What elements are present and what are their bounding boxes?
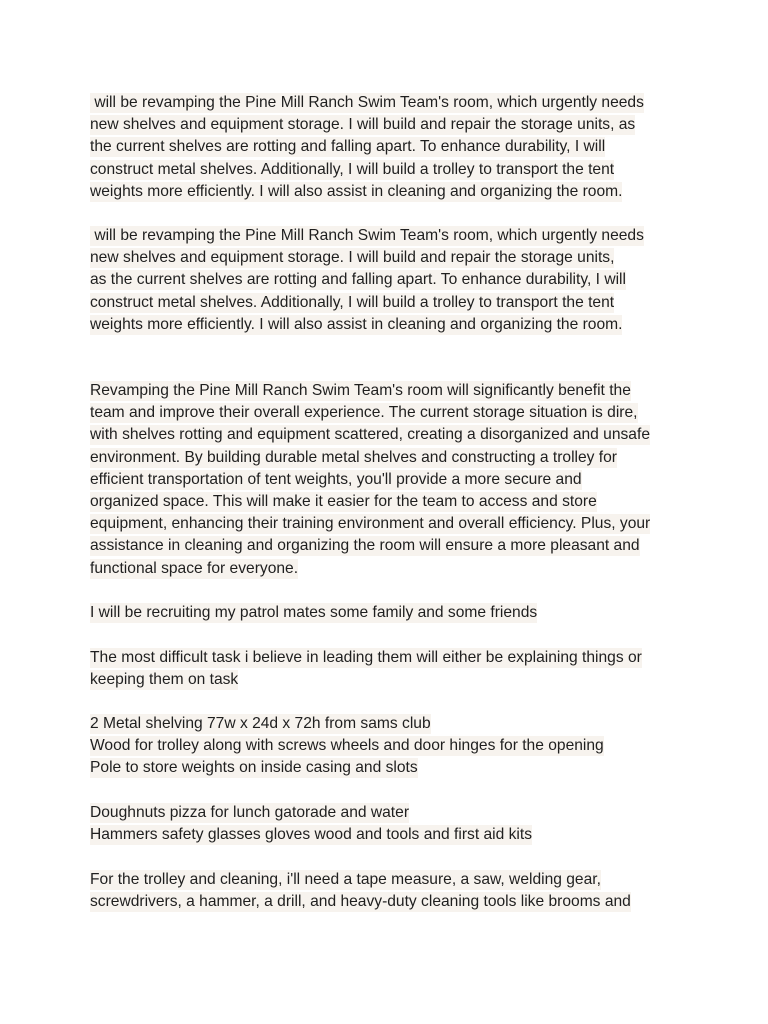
text-line: keeping them on task [90, 671, 239, 689]
paragraph-tools [90, 869, 631, 913]
text-line: will be revamping the Pine Mill Ranch Swim Team's room, which urgently needs [90, 94, 644, 111]
paragraph-recruiting [90, 602, 537, 624]
text-line: Revamping the Pine Mill Ranch Swim Team's room will significantly benefit the [90, 382, 631, 399]
text-line: Wood for trolley along with screws wheels and door hinges for the opening [90, 737, 604, 755]
text-line: weights more efficiently. I will also assist in cleaning and organizing the room. [90, 315, 623, 333]
text-line: team and improve their overall experience. The current storage situation is dire, [90, 404, 638, 422]
text-line: 2 Metal shelving 77w x 24d x 72h from sams club [90, 715, 431, 732]
paragraph-project-description-repeat [90, 225, 644, 336]
text-line: the current shelves are rotting and falling apart. To enhance durability, I will [90, 138, 606, 156]
text-line: construct metal shelves. Additionally, I will build a trolley to transport the tent [90, 160, 615, 178]
text-line: organized space. This will make it easier for the team to access and store [90, 493, 597, 511]
text-line: Doughnuts pizza for lunch gatorade and water [90, 804, 410, 821]
paragraph-project-description [90, 92, 644, 203]
text-line: efficient transportation of tent weights, you'll provide a more secure and [90, 470, 582, 488]
text-line: functional space for everyone. [90, 559, 299, 577]
text-line: assistance in cleaning and organizing the room will ensure a more pleasant and [90, 537, 640, 555]
text-line: The most difficult task i believe in leading them will either be explaining things or [90, 649, 642, 666]
text-line: For the trolley and cleaning, i'll need a tape measure, a saw, welding gear, [90, 871, 601, 888]
text-line: screwdrivers, a hammer, a drill, and heavy-duty cleaning tools like brooms and [90, 893, 631, 911]
text-line: construct metal shelves. Additionally, I will build a trolley to transport the tent [90, 293, 615, 311]
text-line: Pole to store weights on inside casing and slots [90, 759, 418, 777]
text-line: new shelves and equipment storage. I will build and repair the storage units, as [90, 116, 636, 134]
text-line: weights more efficiently. I will also assist in cleaning and organizing the room. [90, 182, 623, 200]
text-line: I will be recruiting my patrol mates some family and some friends [90, 604, 538, 621]
paragraph-difficult-task [90, 647, 642, 691]
text-line: environment. By building durable metal shelves and constructing a trolley for [90, 448, 618, 466]
text-line: new shelves and equipment storage. I will build and repair the storage units, [90, 249, 615, 267]
paragraph-materials [90, 713, 604, 780]
text-line: will be revamping the Pine Mill Ranch Swim Team's room, which urgently needs [90, 227, 644, 244]
text-line: as the current shelves are rotting and falling apart. To enhance durability, I will [90, 271, 626, 289]
text-line: with shelves rotting and equipment scattered, creating a disorganized and unsafe [90, 426, 650, 444]
paragraph-benefits [90, 380, 650, 580]
text-line: Hammers safety glasses gloves wood and tools and first aid kits [90, 826, 533, 844]
text-line: equipment, enhancing their training environment and overall efficiency. Plus, your [90, 515, 651, 533]
paragraph-supplies [90, 802, 532, 846]
